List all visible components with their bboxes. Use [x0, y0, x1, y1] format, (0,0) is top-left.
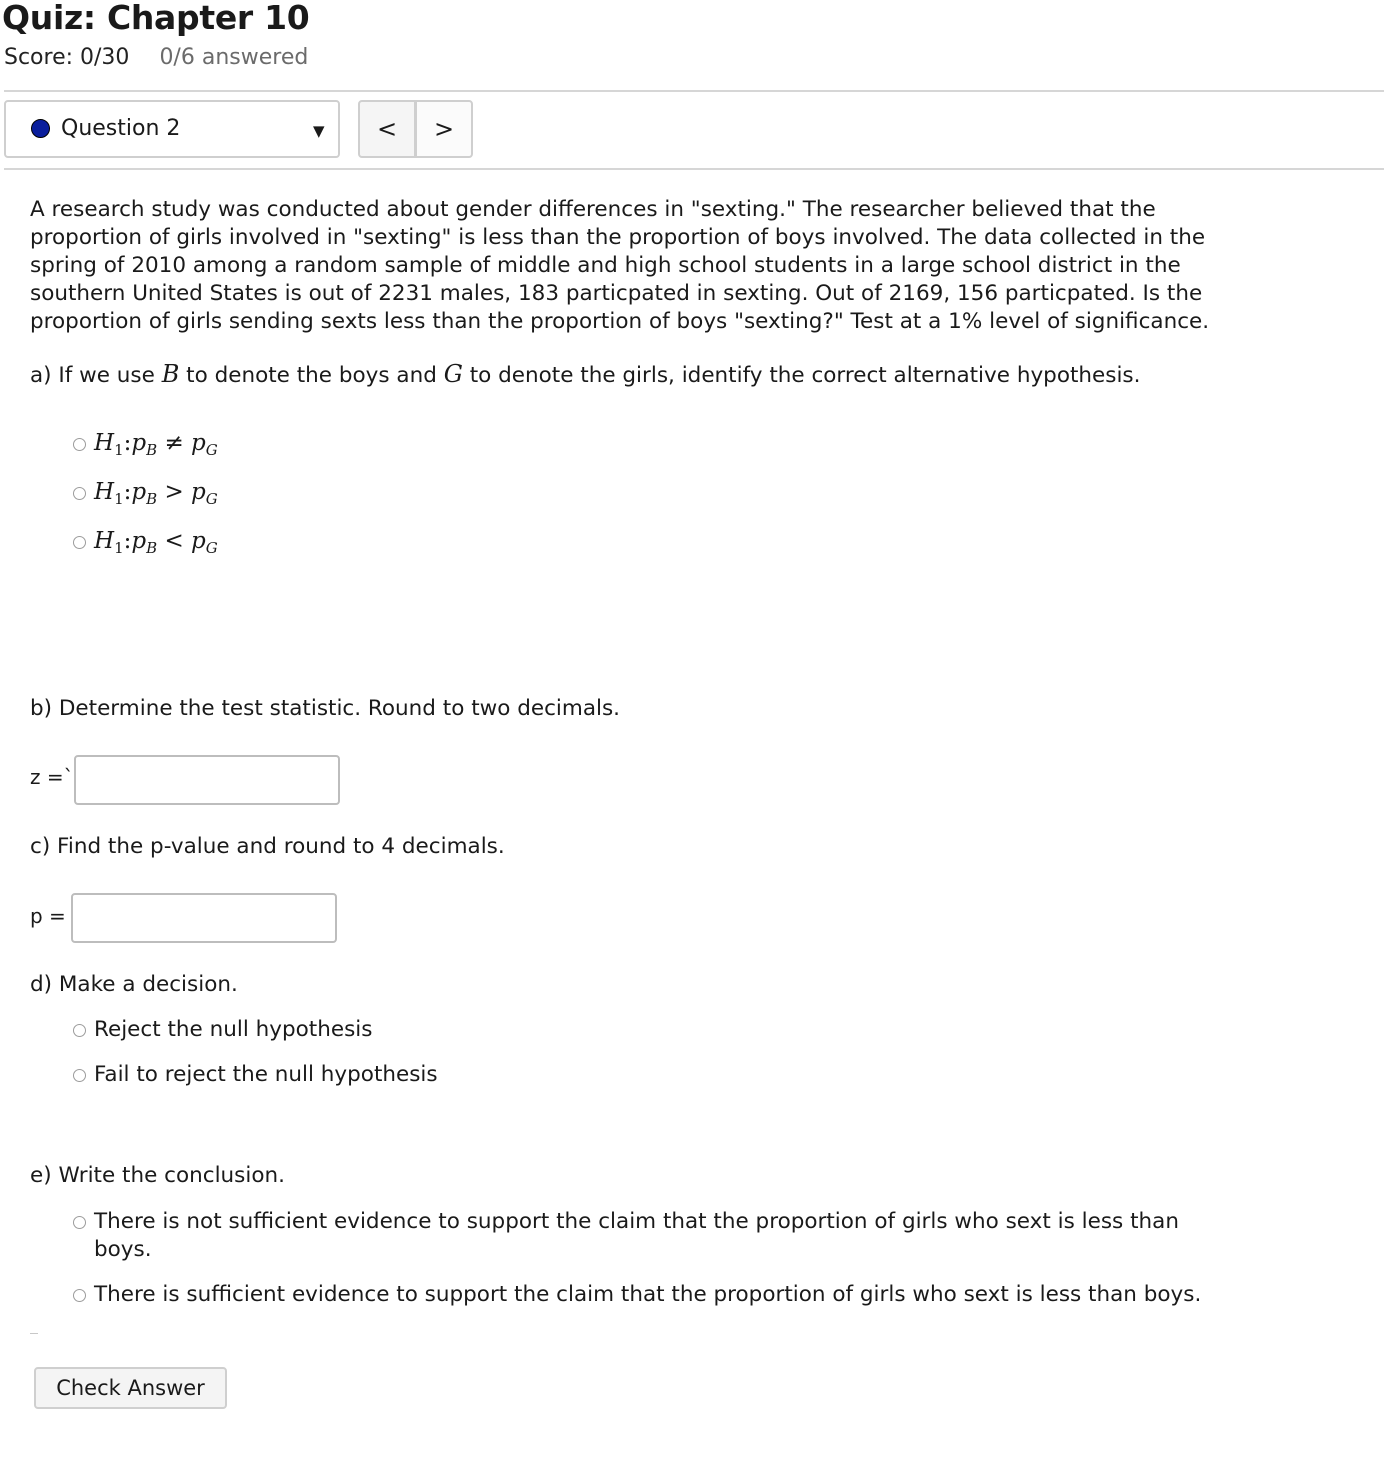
var-g: G — [443, 360, 463, 388]
score-row — [4, 45, 308, 70]
var-b: B — [161, 360, 180, 388]
check-answer-button[interactable]: Check Answer — [34, 1367, 227, 1409]
option-label: There is sufficient evidence to support the claim that the proportion of girls who sext is less than boys. — [94, 1282, 1202, 1307]
radio-button[interactable] — [73, 438, 86, 451]
answered-count: 0/6 answered — [159, 45, 309, 70]
part-b-prompt: b) Determine the test statistic. Round to two decimals. — [30, 696, 621, 721]
radio-button[interactable] — [73, 1216, 86, 1229]
decision-option-fail-to-reject[interactable] — [73, 1062, 438, 1087]
conclusion-option-sufficient[interactable] — [73, 1281, 1223, 1309]
z-label: z =` — [30, 765, 74, 789]
page-title: Quiz: Chapter 10 — [2, 0, 310, 37]
option-label: Fail to reject the null hypothesis — [94, 1062, 438, 1087]
hypothesis-option-less[interactable]: $H_1:p_B < p_G$ — [73, 528, 218, 557]
part-d-prompt: d) Make a decision. — [30, 972, 238, 997]
part-e-prompt: e) Write the conclusion. — [30, 1163, 285, 1188]
divider-bottom — [4, 168, 1384, 170]
question-stem: A research study was conducted about gender differences in "sexting." The researcher believed that the proportion of girls involved in "sexting" is less than the proportion of boys involved. The data collected in the spring of 2010 among a random sample of middle and high school students in a large school district in the southern United States is out of 2231 males, 183 particpated in sexting. Out of 2169, 156 particpated. Is the proportion of girls sending sexts less than the proportion of boys "sexting?" Test at a 1% level of significance. — [30, 197, 1210, 334]
radio-button[interactable] — [73, 1069, 86, 1082]
question-status-dot — [31, 119, 50, 138]
previous-question-button[interactable] — [358, 100, 416, 158]
option-label: Reject the null hypothesis — [94, 1017, 373, 1042]
chevron-down-icon: ▼ — [313, 122, 325, 140]
hypothesis-option-greater[interactable]: $H_1:p_B > p_G$ — [73, 479, 218, 508]
radio-button[interactable] — [73, 487, 86, 500]
option-label: There is not sufficient evidence to support the claim that the proportion of girls who sext is less than boys. — [94, 1209, 1179, 1262]
z-input[interactable] — [74, 755, 340, 805]
question-select[interactable] — [4, 100, 340, 158]
chevron-left-icon: < — [376, 115, 398, 143]
p-value-input[interactable] — [71, 893, 337, 943]
hypothesis-option-not-equal[interactable]: $H_1:p_B \ne p_G$ — [73, 430, 218, 459]
part-a-prefix: a) If we use — [30, 363, 162, 388]
radio-button[interactable] — [73, 1024, 86, 1037]
chevron-right-icon: > — [433, 115, 455, 143]
conclusion-option-not-sufficient[interactable] — [73, 1208, 1223, 1264]
score-text: Score: 0/30 — [4, 45, 130, 70]
decision-option-reject[interactable] — [73, 1017, 372, 1042]
next-question-button[interactable] — [415, 100, 473, 158]
part-a-suffix: to denote the girls, identify the correct alternative hypothesis. — [462, 363, 1141, 388]
part-c-prompt: c) Find the p-value and round to 4 decimals. — [30, 834, 505, 859]
separator-mark — [30, 1333, 38, 1334]
p-label: p = — [30, 904, 66, 928]
part-a-prompt — [30, 360, 1140, 388]
radio-button[interactable] — [73, 1289, 86, 1302]
question-select-label: Question 2 — [61, 116, 181, 141]
divider-top — [4, 90, 1384, 92]
radio-button[interactable] — [73, 536, 86, 549]
part-a-middle: to denote the boys and — [179, 363, 444, 388]
